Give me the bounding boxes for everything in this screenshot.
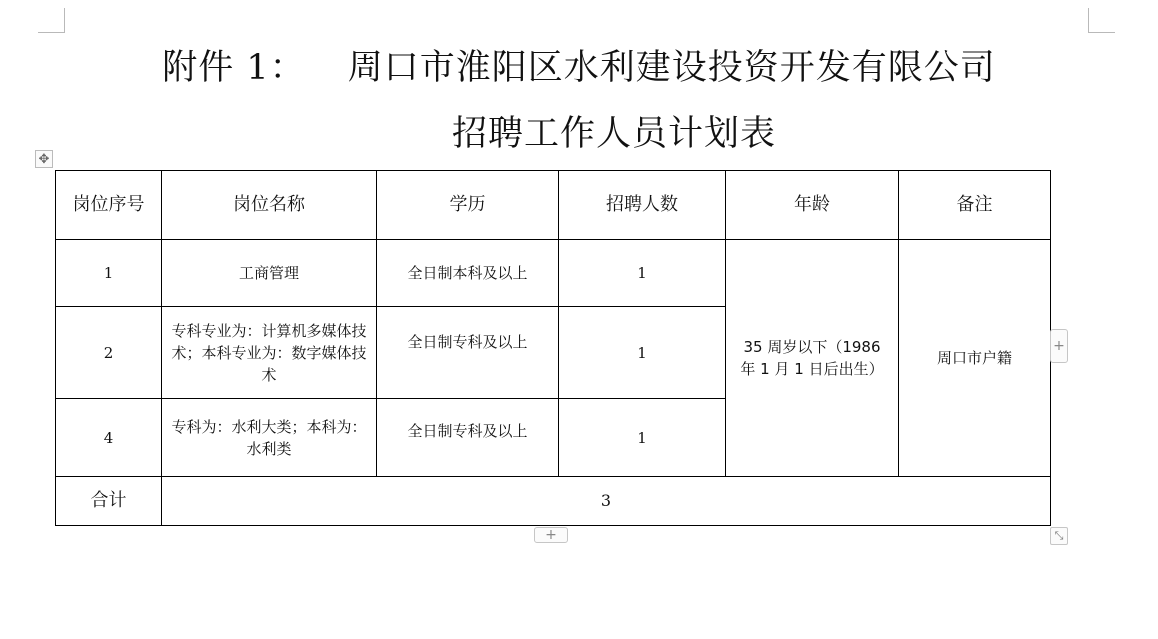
table-resize-handle[interactable] xyxy=(1050,527,1068,545)
row-education: 全日制本科及以上 xyxy=(377,240,559,307)
row-position: 工商管理 xyxy=(162,240,377,307)
row-education: 全日制专科及以上 xyxy=(377,307,559,399)
attachment-label: 附件 1： xyxy=(162,48,306,88)
row-count: 1 xyxy=(559,240,726,307)
total-label: 合计 xyxy=(56,477,162,526)
row-seq: 4 xyxy=(56,399,162,477)
row-position: 专科专业为：计算机多媒体技术；本科专业为：数字媒体技术 xyxy=(162,307,377,399)
add-row-button[interactable] xyxy=(534,527,568,543)
row-education: 全日制专科及以上 xyxy=(377,399,559,477)
row-seq: 2 xyxy=(56,307,162,399)
row-count: 1 xyxy=(559,399,726,477)
table-header-row xyxy=(56,171,1051,240)
page-corner-mark-top-left xyxy=(38,8,65,33)
total-value: 3 xyxy=(162,477,1051,526)
header-position: 岗位名称 xyxy=(162,171,377,240)
recruitment-plan-table xyxy=(55,170,1051,526)
header-remark: 备注 xyxy=(899,171,1051,240)
header-count: 招聘人数 xyxy=(559,171,726,240)
document-title-line-2: 招聘工作人员计划表 xyxy=(452,114,777,154)
header-seq: 岗位序号 xyxy=(56,171,162,240)
resize-diagonal-icon: ⤡ xyxy=(1054,529,1064,542)
row-position: 专科为：水利大类；本科为：水利类 xyxy=(162,399,377,477)
move-arrows-icon: ✥ xyxy=(38,151,50,167)
header-age: 年龄 xyxy=(726,171,899,240)
table-move-handle[interactable] xyxy=(35,150,53,168)
table-row xyxy=(56,240,1051,307)
age-requirement-cell: 35 周岁以下（1986 年 1 月 1 日后出生） xyxy=(726,240,899,477)
remark-cell: 周口市户籍 xyxy=(899,240,1051,477)
company-name: 周口市淮阳区水利建设投资开发有限公司 xyxy=(347,48,996,88)
document-title-line-1 xyxy=(0,38,1158,98)
header-education: 学历 xyxy=(377,171,559,240)
row-count: 1 xyxy=(559,307,726,399)
add-column-button[interactable] xyxy=(1050,329,1068,363)
page-corner-mark-top-right xyxy=(1088,8,1115,33)
plus-icon: + xyxy=(545,527,557,543)
row-seq: 1 xyxy=(56,240,162,307)
plus-icon: + xyxy=(1053,338,1065,354)
table-total-row xyxy=(56,477,1051,526)
